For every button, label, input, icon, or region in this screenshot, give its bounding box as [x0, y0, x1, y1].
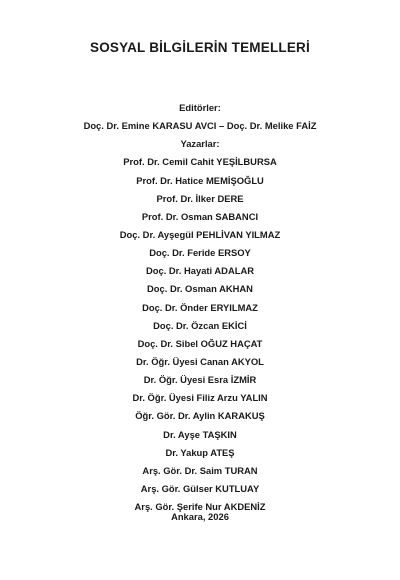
author-name: Doç. Dr. Önder ERYILMAZ	[142, 301, 258, 313]
editors-names: Doç. Dr. Emine KARASU AVCI – Doç. Dr. Melike FAİZ	[83, 120, 317, 132]
author-name: Dr. Öğr. Üyesi Esra İZMİR	[143, 374, 257, 386]
author-name: Doç. Dr. Hayati ADALAR	[145, 265, 254, 277]
author-name: Arş. Gör. Şerife Nur AKDENİZ	[134, 501, 266, 513]
author-name: Doç. Dr. Osman AKHAN	[147, 283, 253, 295]
author-name: Prof. Dr. İlker DERE	[156, 192, 244, 204]
authors-label: Yazarlar:	[180, 138, 220, 150]
author-name: Doç. Dr. Sibel OĞUZ HAÇAT	[137, 337, 263, 349]
author-name: Doç. Dr. Ayşegül PEHLİVAN YILMAZ	[119, 228, 281, 240]
publication-place-year: Ankara, 2026	[171, 511, 229, 522]
credits-list	[0, 99, 400, 516]
author-name: Doç. Dr. Özcan EKİCİ	[153, 319, 247, 331]
author-name: Prof. Dr. Osman SABANCI	[141, 210, 259, 222]
author-name: Dr. Ayşe TAŞKIN	[163, 428, 237, 440]
book-title: SOSYAL BİLGİLERİN TEMELLERİ	[90, 40, 310, 55]
author-name: Arş. Gör. Dr. Saim TURAN	[142, 464, 258, 476]
author-name: Doç. Dr. Feride ERSOY	[149, 247, 251, 259]
author-name: Dr. Öğr. Üyesi Canan AKYOL	[136, 355, 264, 367]
author-name: Dr. Yakup ATEŞ	[165, 446, 235, 458]
editors-label: Editörler:	[179, 102, 221, 113]
author-name: Dr. Öğr. Üyesi Filiz Arzu YALIN	[132, 392, 268, 404]
author-name: Prof. Dr. Hatice MEMİŞOĞLU	[136, 174, 264, 186]
author-name: Arş. Gör. Gülser KUTLUAY	[140, 482, 260, 494]
author-name: Öğr. Gör. Dr. Aylin KARAKUŞ	[135, 410, 265, 422]
author-name: Prof. Dr. Cemil Cahit YEŞİLBURSA	[123, 156, 277, 168]
